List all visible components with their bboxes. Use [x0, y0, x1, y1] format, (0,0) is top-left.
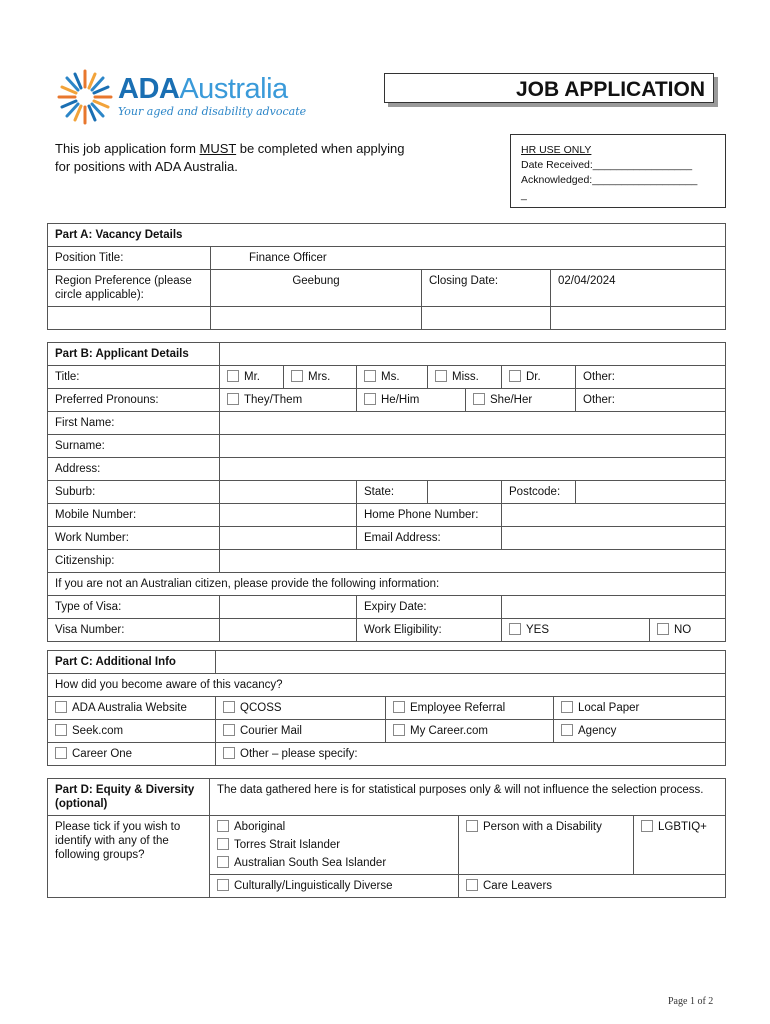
checkbox-icon[interactable] — [223, 747, 235, 759]
checkbox-icon[interactable] — [473, 393, 485, 405]
checkbox-icon[interactable] — [393, 724, 405, 736]
part-d-note: The data gathered here is for statistical purposes only & will not influence the selection process. — [210, 779, 726, 816]
hr-date-received: Date Received:_________________ — [521, 159, 693, 171]
title-option-mr[interactable]: Mr. — [220, 366, 284, 389]
first-name-field[interactable] — [220, 412, 726, 435]
checkbox-icon[interactable] — [435, 370, 447, 382]
title-option-ms[interactable]: Ms. — [357, 366, 428, 389]
hr-acknowledged: Acknowledged:__________________ — [521, 174, 698, 186]
position-title-label: Position Title: — [48, 247, 211, 270]
visa-type-field[interactable] — [220, 596, 357, 619]
source-my-career[interactable]: My Career.com — [386, 720, 554, 743]
checkbox-icon[interactable] — [364, 370, 376, 382]
pronoun-they-them[interactable]: They/Them — [220, 389, 357, 412]
state-label: State: — [357, 481, 428, 504]
checkbox-icon[interactable] — [466, 820, 478, 832]
title-option-dr[interactable]: Dr. — [502, 366, 576, 389]
surname-field[interactable] — [220, 435, 726, 458]
email-label: Email Address: — [357, 527, 502, 550]
group-care-leavers[interactable]: Care Leavers — [459, 875, 726, 898]
mobile-field[interactable] — [220, 504, 357, 527]
title-option-miss[interactable]: Miss. — [428, 366, 502, 389]
hr-use-box — [510, 134, 726, 208]
closing-date-value[interactable]: 02/04/2024 — [551, 270, 726, 307]
pronoun-he-him[interactable]: He/Him — [357, 389, 466, 412]
checkbox-icon[interactable] — [217, 879, 229, 891]
checkbox-icon[interactable] — [223, 701, 235, 713]
checkbox-icon[interactable] — [217, 820, 229, 832]
work-eligibility-label: Work Eligibility: — [357, 619, 502, 642]
checkbox-icon[interactable] — [509, 623, 521, 635]
hr-acknowledged-tail: _ — [521, 189, 527, 201]
checkbox-icon[interactable] — [509, 370, 521, 382]
checkbox-icon[interactable] — [217, 856, 229, 868]
checkbox-icon[interactable] — [561, 724, 573, 736]
pronouns-label: Preferred Pronouns: — [48, 389, 220, 412]
checkbox-icon[interactable] — [393, 701, 405, 713]
vacancy-question: How did you become aware of this vacancy? — [48, 674, 726, 697]
non-citizen-note: If you are not an Australian citizen, please provide the following information: — [48, 573, 726, 596]
source-local-paper[interactable]: Local Paper — [554, 697, 726, 720]
address-label: Address: — [48, 458, 220, 481]
checkbox-icon[interactable] — [55, 701, 67, 713]
part-b-table — [47, 342, 726, 642]
group-lgbtiq[interactable]: LGBTIQ+ — [634, 816, 726, 875]
position-title-value[interactable]: Finance Officer — [211, 247, 726, 270]
source-other[interactable]: Other – please specify: — [216, 743, 726, 766]
visa-number-label: Visa Number: — [48, 619, 220, 642]
part-d-heading: Part D: Equity & Diversity (optional) — [48, 779, 210, 816]
source-courier-mail[interactable]: Courier Mail — [216, 720, 386, 743]
eligibility-yes[interactable]: YES — [502, 619, 650, 642]
blank-cell — [220, 343, 726, 366]
group-south-sea[interactable]: Australian South Sea Islander — [217, 854, 451, 872]
checkbox-icon[interactable] — [364, 393, 376, 405]
part-b-heading: Part B: Applicant Details — [48, 343, 220, 366]
state-field[interactable] — [428, 481, 502, 504]
document-title: JOB APPLICATION — [384, 73, 714, 103]
blank-cell[interactable] — [422, 307, 551, 330]
part-d-prompt: Please tick if you wish to identify with any of the following groups? — [48, 816, 210, 898]
suburb-field[interactable] — [220, 481, 357, 504]
checkbox-icon[interactable] — [223, 724, 235, 736]
mobile-label: Mobile Number: — [48, 504, 220, 527]
checkbox-icon[interactable] — [561, 701, 573, 713]
pronoun-other[interactable]: Other: — [576, 389, 726, 412]
source-qcoss[interactable]: QCOSS — [216, 697, 386, 720]
postcode-label: Postcode: — [502, 481, 576, 504]
checkbox-icon[interactable] — [466, 879, 478, 891]
brand-rest: Australia — [179, 73, 288, 105]
checkbox-icon[interactable] — [641, 820, 653, 832]
suburb-label: Suburb: — [48, 481, 220, 504]
checkbox-icon[interactable] — [55, 747, 67, 759]
title-other[interactable]: Other: — [576, 366, 726, 389]
citizenship-field[interactable] — [220, 550, 726, 573]
blank-cell[interactable] — [48, 307, 211, 330]
checkbox-icon[interactable] — [217, 838, 229, 850]
group-cald[interactable]: Culturally/Linguistically Diverse — [210, 875, 459, 898]
group-disability[interactable]: Person with a Disability — [459, 816, 634, 875]
source-ada-website[interactable]: ADA Australia Website — [48, 697, 216, 720]
checkbox-icon[interactable] — [227, 393, 239, 405]
title-option-mrs[interactable]: Mrs. — [284, 366, 357, 389]
closing-date-label: Closing Date: — [422, 270, 551, 307]
work-number-label: Work Number: — [48, 527, 220, 550]
expiry-date-field[interactable] — [502, 596, 726, 619]
group-torres-strait[interactable]: Torres Strait Islander — [217, 836, 451, 854]
region-preference-label: Region Preference (please circle applicable): — [48, 270, 211, 307]
checkbox-icon[interactable] — [55, 724, 67, 736]
part-c-table — [47, 650, 726, 766]
part-d-table — [47, 778, 726, 898]
group-aboriginal[interactable]: Aboriginal — [217, 818, 451, 836]
brand-bold: ADA — [118, 73, 180, 105]
page-number: Page 1 of 2 — [668, 996, 714, 1007]
home-phone-label: Home Phone Number: — [357, 504, 502, 527]
part-a-heading: Part A: Vacancy Details — [48, 224, 726, 247]
address-field[interactable] — [220, 458, 726, 481]
source-career-one[interactable]: Career One — [48, 743, 216, 766]
brand-name — [118, 74, 288, 104]
visa-number-field[interactable] — [220, 619, 357, 642]
indigenous-options — [210, 816, 459, 875]
hr-title: HR USE ONLY — [521, 144, 592, 156]
source-employee-referral[interactable]: Employee Referral — [386, 697, 554, 720]
region-preference-value[interactable]: Geebung — [211, 270, 422, 307]
home-phone-field[interactable] — [502, 504, 726, 527]
postcode-field[interactable] — [576, 481, 726, 504]
brand-tagline: Your aged and disability advocate — [118, 105, 307, 118]
intro-text: This job application form MUST be completed when applying for positions with ADA Australia. — [55, 141, 405, 174]
citizenship-label: Citizenship: — [48, 550, 220, 573]
surname-label: Surname: — [48, 435, 220, 458]
email-field[interactable] — [502, 527, 726, 550]
source-agency[interactable]: Agency — [554, 720, 726, 743]
blank-cell[interactable] — [551, 307, 726, 330]
pronoun-she-her[interactable]: She/Her — [466, 389, 576, 412]
expiry-date-label: Expiry Date: — [357, 596, 502, 619]
first-name-label: First Name: — [48, 412, 220, 435]
blank-cell[interactable] — [211, 307, 422, 330]
work-number-field[interactable] — [220, 527, 357, 550]
source-seek[interactable]: Seek.com — [48, 720, 216, 743]
part-a-table — [47, 223, 726, 330]
checkbox-icon[interactable] — [657, 623, 669, 635]
eligibility-no[interactable]: NO — [650, 619, 726, 642]
visa-type-label: Type of Visa: — [48, 596, 220, 619]
part-c-heading: Part C: Additional Info — [48, 651, 216, 674]
checkbox-icon[interactable] — [227, 370, 239, 382]
blank-cell — [216, 651, 726, 674]
checkbox-icon[interactable] — [291, 370, 303, 382]
title-label: Title: — [48, 366, 220, 389]
